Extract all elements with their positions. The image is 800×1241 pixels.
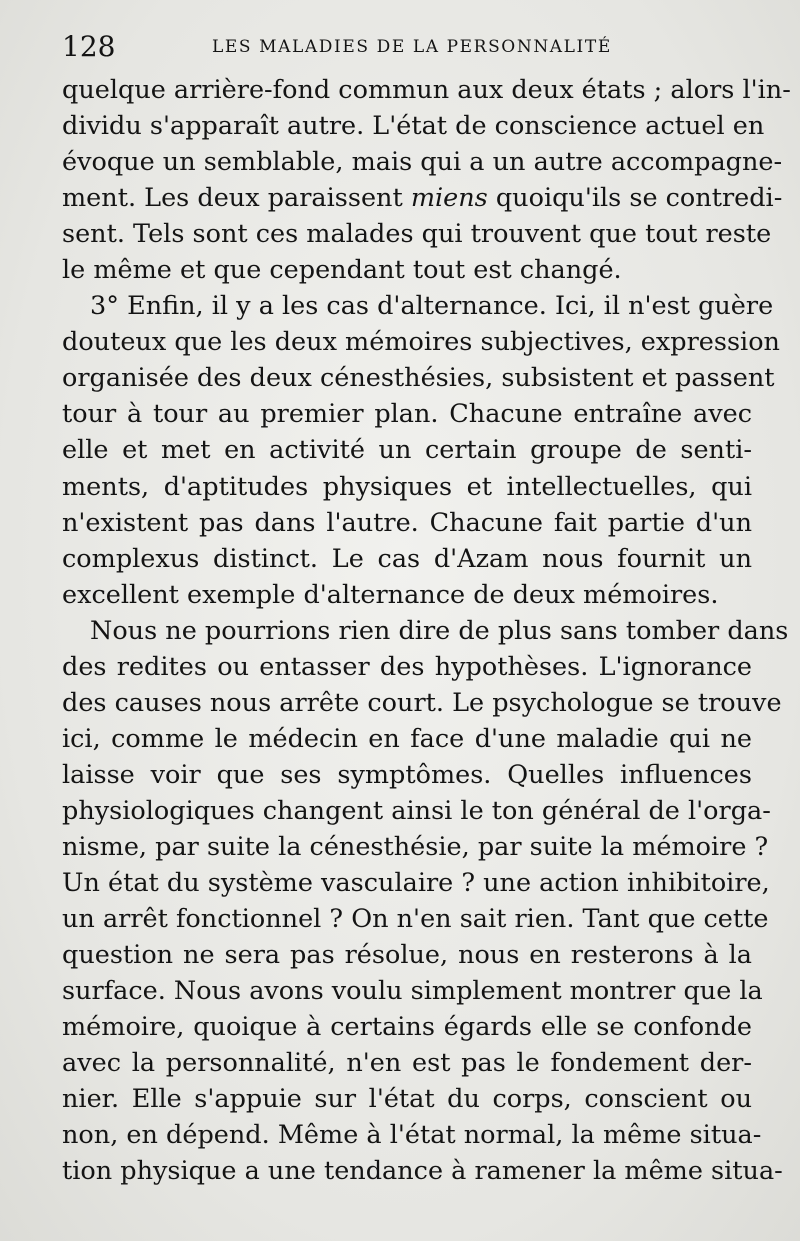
- text-line: évoque un semblable, mais qui a un autre accompagne-: [62, 147, 783, 178]
- running-title: LES MALADIES DE LA PERSONNALITÉ: [212, 37, 612, 57]
- text-line: nier. Elle s'appuie sur l'état du corps, conscient ou: [62, 1084, 752, 1115]
- text-line: 3° Enfin, il y a les cas d'alternance. Ici, il n'est guère: [90, 291, 774, 322]
- text-line: question ne sera pas résolue, nous en resterons à la: [62, 940, 752, 971]
- text-line: complexus distinct. Le cas d'Azam nous fournit un: [62, 543, 752, 574]
- text-line: non, en dépend. Même à l'état normal, la même situa-: [62, 1120, 762, 1151]
- text-line: tour à tour au premier plan. Chacune entraîne avec: [62, 399, 752, 430]
- page-header: [62, 30, 752, 64]
- text-line: un arrêt fonctionnel ? On n'en sait rien. Tant que cette: [62, 904, 769, 935]
- page-number: 128: [62, 30, 116, 63]
- text-line: nisme, par suite la cénesthésie, par suite la mémoire ?: [62, 831, 769, 862]
- text-line: surface. Nous avons voulu simplement montrer que la: [62, 976, 763, 1007]
- text-line: sent. Tels sont ces malades qui trouvent que tout reste: [62, 219, 772, 250]
- text-line: douteux que les deux mémoires subjectives, expression: [62, 327, 780, 358]
- text-line: des causes nous arrête court. Le psychologue se trouve: [62, 687, 782, 718]
- text-line: physiologiques changent ainsi le ton général de l'orga-: [62, 795, 771, 826]
- text-line: laisse voir que ses symptômes. Quelles influences: [62, 759, 752, 790]
- text-line: n'existent pas dans l'autre. Chacune fait partie d'un: [62, 507, 752, 538]
- text-line: elle et met en activité un certain groupe de senti-: [62, 435, 752, 466]
- text-line: ments, d'aptitudes physiques et intellectuelles, qui: [62, 471, 752, 502]
- text-line: dividu s'apparaît autre. L'état de conscience actuel en: [62, 111, 765, 142]
- text-line: ici, comme le médecin en face d'une maladie qui ne: [62, 723, 752, 754]
- text-line: excellent exemple d'alternance de deux mémoires.: [62, 579, 719, 610]
- text-line: organisée des deux cénesthésies, subsistent et passent: [62, 363, 775, 394]
- text-line: Nous ne pourrions rien dire de plus sans tomber dans: [90, 615, 789, 646]
- text-line: le même et que cependant tout est changé.: [62, 255, 622, 286]
- text-line: avec la personnalité, n'en est pas le fondement der-: [62, 1048, 752, 1079]
- text-line: mémoire, quoique à certains égards elle se confonde: [62, 1012, 752, 1043]
- text-line-with-italic: ment. Les deux paraissent miens quoiqu'ils se contredi-: [62, 183, 783, 214]
- body-text: [62, 72, 791, 1189]
- text-line: Un état du système vasculaire ? une action inhibitoire,: [62, 868, 770, 899]
- text-line: des redites ou entasser des hypothèses. L'ignorance: [62, 651, 752, 682]
- text-line: quelque arrière-fond commun aux deux états ; alors l'in-: [62, 75, 791, 105]
- text-line: tion physique a une tendance à ramener la même situa-: [62, 1156, 783, 1187]
